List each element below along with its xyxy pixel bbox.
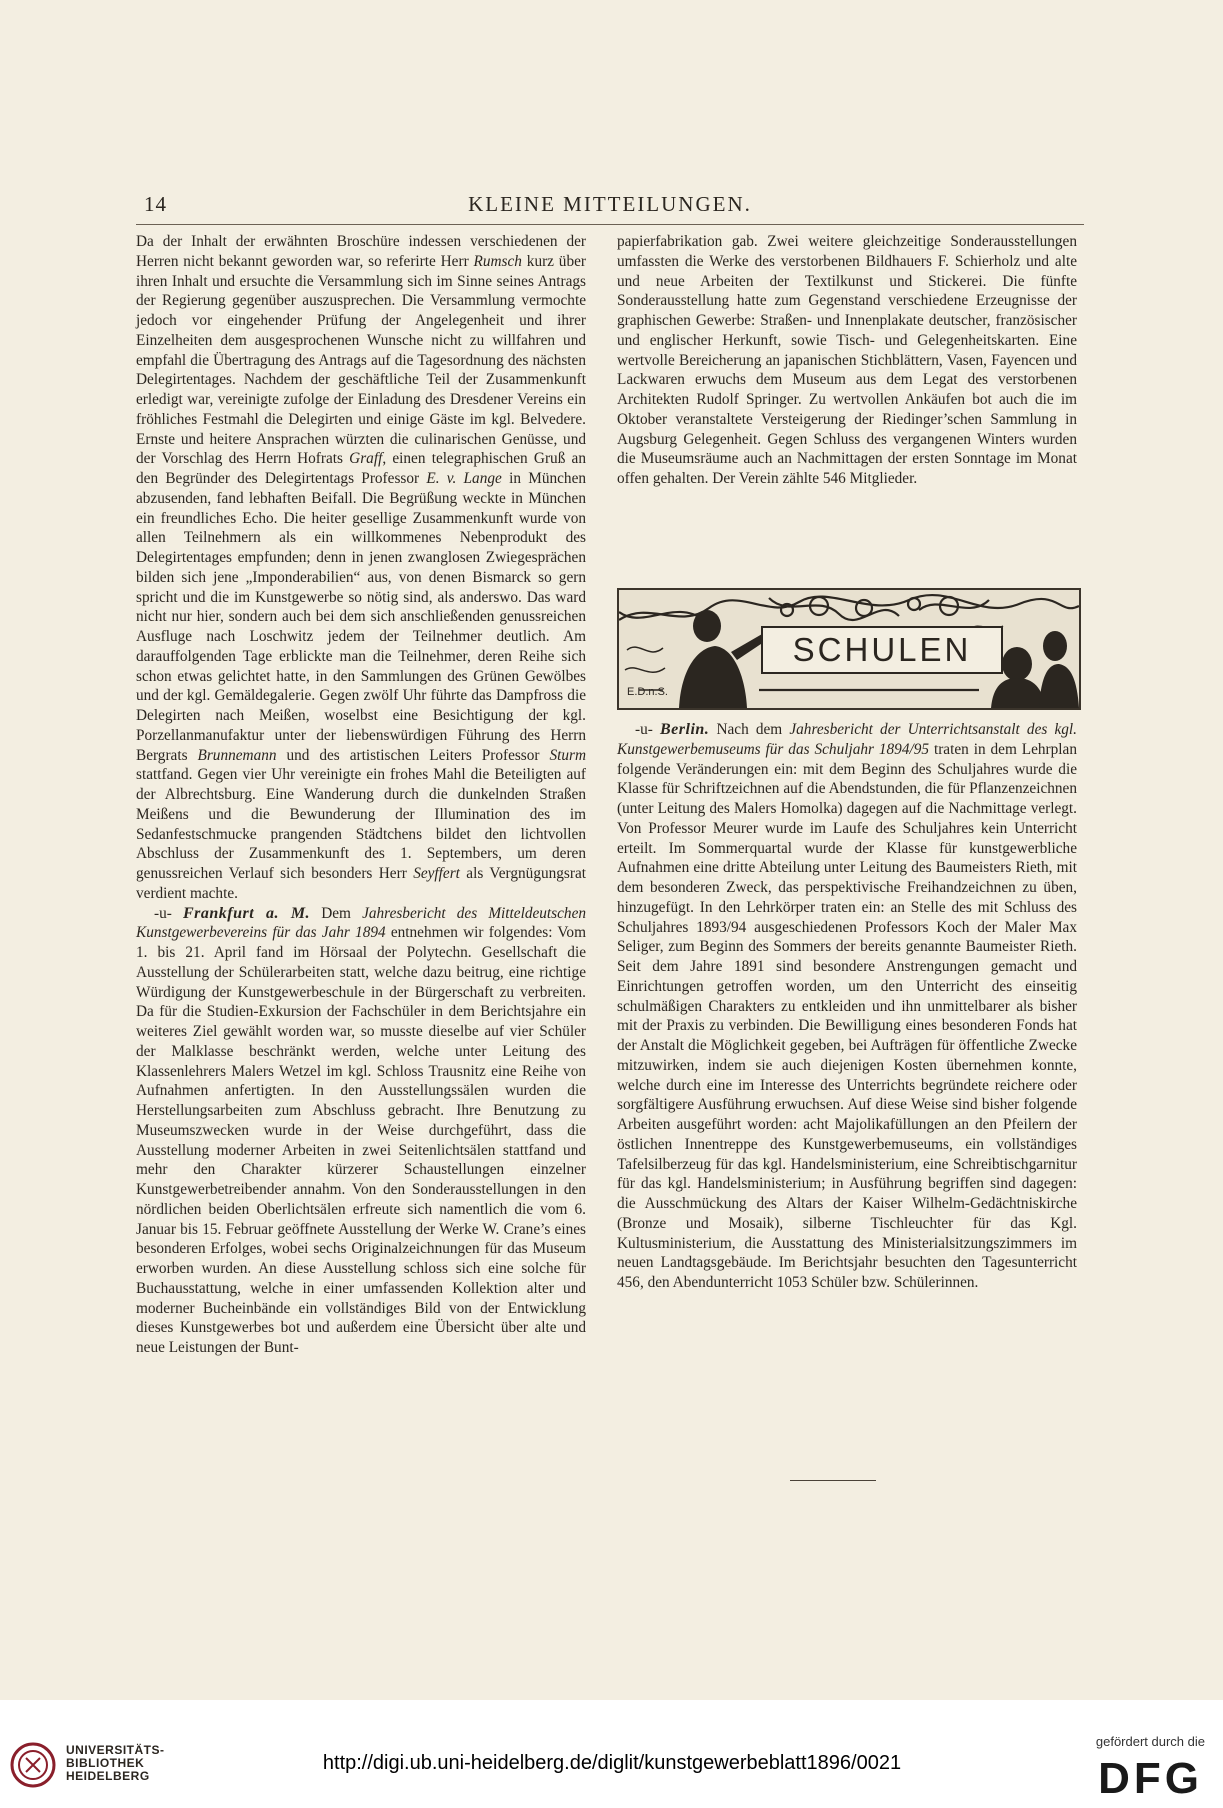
library-name: UNIVERSITÄTS- BIBLIOTHEK HEIDELBERG bbox=[66, 1743, 165, 1783]
source-title: Jahresbericht der Unterrichtsanstalt des kgl. Kunstgewerbemuseums für das Schuljahr 1894/95 bbox=[617, 721, 1077, 758]
right-column-lower bbox=[617, 720, 1077, 1293]
author-signature: -u- bbox=[154, 904, 172, 922]
author-signature: -u- bbox=[635, 721, 653, 738]
running-title: KLEINE MITTEILUNGEN. bbox=[468, 192, 752, 216]
permalink-url[interactable]: http://digi.ub.uni-heidelberg.de/diglit/kunstgewerbeblatt1896/0021 bbox=[322, 1752, 902, 1774]
section-end-rule bbox=[790, 1480, 876, 1481]
university-seal-icon bbox=[10, 1742, 56, 1788]
place-heading: Berlin. bbox=[660, 721, 710, 738]
schulen-section-banner bbox=[617, 588, 1081, 710]
section-title-schulen: SCHULEN bbox=[761, 626, 1003, 674]
place-heading: Frankfurt a. M. bbox=[183, 904, 311, 922]
source-title: Jahresbericht des Mitteldeutschen Kunstgewerbevereins für das Jahr 1894 bbox=[136, 904, 587, 942]
paragraph-berlin: -u- Berlin. Nach dem Jahresbericht der Unterrichtsanstalt des kgl. Kunstgewerbemuseums für das Schuljahr 1894/95 traten in dem Lehrplan folgende Veränderungen ein: mit dem Beginn des Schuljahres wurde die Klasse für Schriftzeichnen auf die Abendstunden, die für Pflanzenzeichnen (unter Leitung des Malers Homolka) dagegen auf die Nachmittage verlegt. Von Professor Meurer wurde im Laufe des Schuljahres kein Unterricht erteilt. Im Sommerquartal wurde der Klasse für kunstgewerbliche Aufnahmen eine dritte Abteilung unter Leitung des Baumeisters Rieth, mit dem besonderen Zweck, das perspektivische Freihandzeichnen zu üben, hinzugefügt. In den Lehrkörper traten ein: an Stelle des mit Schluss des Schuljahres 1893/94 ausgeschiedenen Professors Koch der Maler Max Seliger, zum Beginn des Sommers der bereits genannte Baumeister Rieth. Seit dem Jahre 1891 sind besondere Anstrengungen gemacht und Einrichtungen getroffen worden, um den Unterricht des einseitig schulmäßigen Charakters zu entkleiden und ihn unmittelbarer als bisher mit der Praxis zu verbinden. Die Bewilligung eines besonderen Fonds hat der Anstalt die Möglichkeit gegeben, bei Aufträgen für öffentliche Zwecke mitzuwirken, indem sie auch diejenigen Kosten übernehmen konnte, welche durch eine im Interesse des Unterrichts begründete reichere oder sorgfältigere Ausführung erwuchsen. Auf diese Weise sind bisher folgende Arbeiten ausgeführt worden: acht Majolikafüllungen an den Pfeilern der östlichen Innentreppe des Kunstgewerbemuseums, ein vollständiges Tafelsilberzeug für das kgl. Handelsministerium, eine Schreibtischgarnitur für das kgl. Handelsministerium; in Ausführung begriffen sind dagegen: die Ausschmückung des Altars der Kaiser Wilhelm-Gedächtniskirche (Bronze und Mosaik), silberne Tischleuchter für das Kgl. Kultusministerium, die Ausstattung des Ministerialsitzungszimmers im neuen Landtagsgebäude. Im Berichtsjahr besuchten den Tagesunterricht 456, den Abendunterricht 1053 Schüler bzw. Schülerinnen. bbox=[617, 721, 1077, 1291]
person-name: Graff bbox=[349, 450, 383, 468]
digitization-footer bbox=[0, 1700, 1223, 1808]
artist-monogram: E.D.n.S. bbox=[627, 686, 668, 698]
person-name: Rumsch bbox=[473, 252, 522, 270]
right-column bbox=[617, 232, 1077, 489]
person-name: Sturm bbox=[549, 746, 586, 764]
person-name: E. v. Lange bbox=[426, 470, 502, 487]
funder-text: gefördert durch die bbox=[1095, 1734, 1205, 1749]
person-name: Seyffert bbox=[413, 865, 460, 882]
page-header bbox=[136, 190, 1084, 225]
left-column bbox=[136, 232, 586, 1358]
paragraph-frankfurt: -u- Frankfurt a. M. Dem Jahresbericht des Mitteldeutschen Kunstgewerbevereins für das Jahr 1894 entnehmen wir folgendes: Vom 1. bis 21. April fand im Hörsaal der Polytechn. Gesellschaft die Ausstellung der Schülerarbeiten statt, welche dazu beitrug, eine richtige Würdigung der Kunstgewerbeschule in der Bürgerschaft zu verbreiten. Da für die Studien-Exkursion der Fachschüler in dem Berichtsjahre ein weiteres Ziel gewählt worden war, so musste dieselbe auf vier Schüler der Malklasse beschränkt werden, welche unter Leitung des Klassenlehrers Malers Wetzel im kgl. Schloss Trausnitz eine Reihe von Aufnahmen anfertigten. In den Ausstellungssälen wurden die Herstellungsarbeiten zum Abschluss gebracht. Ihre Benutzung zu Museumszwecken wurde in der Weise durchgeführt, dass die Ausstellung moderner Arbeiten in zwei Seitenlichtsälen stattfand und mehr den Charakter kürzerer Schaustellungen einzelner Kunstgewerbetreibender annahm. Von den Sonderausstellungen in den nördlichen beiden Oberlichtsälen erfreute sich namentlich die vom 6. Januar bis 15. Februar geöffnete Ausstellung der Werke W. Crane’s eines besonderen Erfolges, wobei sechs Originalzeichnungen für das Museum erworben wurden. An diese Ausstellung schloss sich eine solche für Buchausstattung, welche in einer umfassenden Kollektion alter und moderner Bucheinbände ein vollständiges Bild von der Entwicklung dieses Kunstgewerbes bot und außerdem eine Übersicht über alte und neue Leistungen der Bunt- bbox=[136, 904, 587, 1356]
person-name: Brunnemann bbox=[197, 746, 277, 764]
paragraph-frankfurt-continued: papierfabrikation gab. Zwei weitere gleichzeitige Sonderausstellungen umfassten die Werke des verstorbenen Bildhauers F. Schierholz und alte und neue Arbeiten der Textilkunst und Stickerei. Die fünfte Sonderausstellung hatte zum Gegenstand verschiedene Erzeugnisse der graphischen Gewerbe: Straßen- und Innenplakate deutscher, französischer und englischer Herkunft, sowie Tisch- und Gelegenheitskarten. Eine wertvolle Bereicherung an japanischen Stichblättern, Vasen, Fayencen und Lackwaren erwuchs dem Museum aus dem Legat des verstorbenen Architekten Rudolf Springer. Zu wertvollen Ankäufen bot auch die im Oktober veranstaltete Versteigerung der Riedinger’schen Sammlung in Augsburg Gelegenheit. Gegen Schluss des vergangenen Winters wurden die Museumsräume auch an Nachmittagen der ersten Sonntage im Monat offen gehalten. Der Verein zählte 546 Mitglieder. bbox=[617, 233, 1077, 487]
dfg-logo: DFG bbox=[1098, 1754, 1203, 1803]
page-number: 14 bbox=[144, 192, 167, 216]
paragraph-delegates-meeting: Da der Inhalt der erwähnten Broschüre indessen verschiedenen der Herren nicht bekannt geworden war, so referirte Herr Rumsch kurz über ihren Inhalt und ersuchte die Versammlung sich im Sinne seines Antrags der Regierung gegenüber auszusprechen. Die Versammlung vermochte jedoch vor eingehender Prüfung der Angelegenheit und ihrer Einzelheiten dem ausgesprochenen Wunsche nicht zu willfahren und empfahl die Übertragung des Antrags auf die Tagesordnung des nächsten Delegirtentages. Nachdem der geschäftliche Teil der Zusammenkunft erledigt war, vereinigte zufolge der Einladung des Dresdener Vereins ein fröhliches Festmahl die Delegirten und einige Gäste im kgl. Belvedere. Ernste und heitere Ansprachen würzten die culinarischen Genüsse, und der Vorschlag des Herrn Hofrats Graff, einen telegraphischen Gruß an den Begründer des Delegirtentags Professor E. v. Lange in München abzusenden, fand lebhaften Beifall. Die Begrüßung weckte in München ein freundliches Echo. Die heiter gesellige Zusammenkunft wurde von allen Teilnehmern als ein willkommenes Nebenprodukt des Delegirtentages empfunden; denn in jenen zwanglosen Zwiegesprächen bilden sich jene „Imponderabilien“ aus, von denen Bismarck so gern spricht und die im Kunstgewerbe so nötig sind, als anderswo. Das ward nicht nur hier, sondern auch bei dem sich anschließenden genussreichen Ausfluge nach Loschwitz jedem der Teilnehmer deutlich. Am darauffolgenden Tage erblickte man die Teilnehmer, deren Reihe sich schon etwas gelichtet hatte, in den Sammlungen des Grünen Gewölbes und der kgl. Gemäldegalerie. Gegen zwölf Uhr führte das Dampfross die Delegirten nach Meißen, woselbst eine Besichtigung der kgl. Porzellanmanufaktur unter der liebenswürdigen Führung des Herrn Bergrats Brunnemann und des artistischen Leiters Professor Sturm stattfand. Gegen vier Uhr vereinigte ein frohes Mahl die Beteiligten auf der Albrechtsburg. Eine Wanderung durch die dunkelnden Straßen Meißens und die Bewunderung der Illumination des im Sedanfestschmucke prangenden Städtchens bildet den lichtvollen Abschluss der Zusammenkunft des 1. Septembers, um deren genussreichen Verlauf sich besonders Herr Seyffert als Vergnügungsrat verdient machte. bbox=[136, 233, 587, 902]
